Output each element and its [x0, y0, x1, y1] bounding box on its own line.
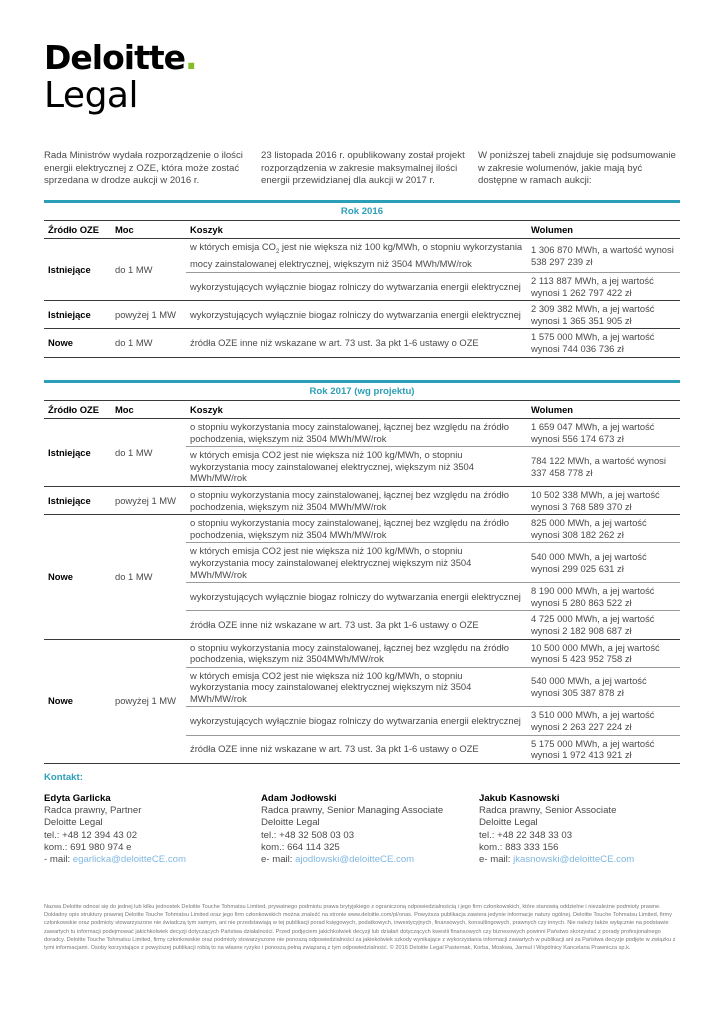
power-cell: do 1 MW	[111, 329, 186, 357]
logo-dot: .	[185, 38, 197, 77]
data-table	[44, 221, 680, 358]
power-cell: powyżej 1 MW	[111, 486, 186, 514]
contact-mail-label: - mail:	[44, 854, 73, 866]
power-cell: do 1 MW	[111, 419, 186, 487]
contacts-section	[44, 772, 680, 866]
volume-cell: 10 500 000 MWh, a jej wartość wynosi 5 423 952 758 zł	[527, 639, 680, 667]
basket-cell: źródła OZE inne niż wskazane w art. 73 ust. 3a pkt 1-6 ustawy o OZE	[186, 329, 527, 357]
power-cell: do 1 MW	[111, 515, 186, 639]
basket-cell: w których emisja CO2 jest nie większa niż 100 kg/MWh, o stopniu wykorzystania mocy zainstalowanej elektrycznej, większym niż 3504 MWh/MW/rok	[186, 447, 527, 487]
source-cell: Nowe	[44, 329, 111, 357]
contact-phone: tel.: +48 32 508 03 03	[261, 829, 355, 841]
table-row	[44, 239, 680, 273]
volume-cell: 10 502 338 MWh, a jej wartość wynosi 3 768 589 370 zł	[527, 486, 680, 514]
data-table	[44, 401, 680, 764]
basket-cell: wykorzystujących wyłącznie biogaz rolniczy do wytwarzania energii elektrycznej	[186, 301, 527, 329]
col-header: Moc	[111, 221, 186, 239]
contacts-heading: Kontakt:	[44, 772, 83, 783]
basket-cell: w których emisja CO2 jest nie większa niż 100 kg/MWh, o stopniu wykorzystania mocy zainstalowanej elektrycznej większym niż 3504 MWh/MW/rok	[186, 667, 527, 707]
basket-cell: w których emisja CO2 jest nie większa niż 100 kg/MWh, o stopniu wykorzystania mocy zainstalowanej elektrycznej większym niż 3504 MWh/MW/rok	[186, 543, 527, 583]
intro-col-2: 23 listopada 2016 r. opublikowany został projekt rozporządzenia w zakresie maksymalnej ilości energii przewidzianej dla aukcji w 2017 r.	[261, 150, 465, 186]
col-header: Moc	[111, 401, 186, 419]
table-row	[44, 419, 680, 447]
volume-cell: 4 725 000 MWh, a jej wartość wynosi 2 182 908 687 zł	[527, 611, 680, 639]
source-cell: Nowe	[44, 515, 111, 639]
contact-email-link[interactable]: jkasnowski@deloitteCE.com	[513, 854, 635, 866]
contact-card	[479, 793, 679, 866]
basket-cell: źródła OZE inne niż wskazane w art. 73 ust. 3a pkt 1-6 ustawy o OZE	[186, 735, 527, 763]
contact-card	[44, 793, 244, 866]
table-title: Rok 2016	[44, 203, 680, 221]
table-row	[44, 486, 680, 514]
logo-brand: Deloitte.	[44, 38, 197, 77]
contact-role: Radca prawny, Senior Associate	[479, 805, 617, 817]
intro-col-1: Rada Ministrów wydała rozporządzenie o ilości energii elektrycznej z OZE, która może zostać sprzedana w drodze aukcji w 2016 r.	[44, 150, 243, 186]
volume-cell: 8 190 000 MWh, a jej wartość wynosi 5 280 863 522 zł	[527, 583, 680, 611]
table-row	[44, 515, 680, 543]
basket-cell: o stopniu wykorzystania mocy zainstalowanej, łącznej bez względu na źródło pochodzenia, większym niż 3504 MWh/MW/rok	[186, 419, 527, 447]
contact-phone: tel.: +48 12 394 43 02	[44, 829, 138, 841]
basket-cell: o stopniu wykorzystania mocy zainstalowanej, łącznej bez względu na źródło pochodzenia, większym niż 3504 MWh/MW/rok	[186, 486, 527, 514]
source-cell: Istniejące	[44, 239, 111, 301]
deloitte-legal-logo	[44, 40, 197, 114]
col-header: Koszyk	[186, 221, 527, 239]
table-2016	[44, 200, 680, 358]
volume-cell: 784 122 MWh, a wartość wynosi 337 458 778 zł	[527, 447, 680, 487]
basket-cell: o stopniu wykorzystania mocy zainstalowanej, łącznej bez względu na źródło pochodzenia, większym niż 3504MWh/MW/rok	[186, 639, 527, 667]
basket-cell: źródła OZE inne niż wskazane w art. 73 ust. 3a pkt 1-6 ustawy o OZE	[186, 611, 527, 639]
contact-org: Deloitte Legal	[261, 817, 320, 829]
contact-role: Radca prawny, Partner	[44, 805, 142, 817]
table-row	[44, 639, 680, 667]
contact-mobile: kom.: 883 333 156	[479, 841, 559, 853]
volume-cell: 540 000 MWh, a jej wartość wynosi 305 387 878 zł	[527, 667, 680, 707]
volume-cell: 1 659 047 MWh, a jej wartość wynosi 556 174 673 zł	[527, 419, 680, 447]
table-row	[44, 301, 680, 329]
power-cell: powyżej 1 MW	[111, 301, 186, 329]
intro-col-3: W poniższej tabeli znajduje się podsumowanie w zakresie wolumenów, jakie mają być dostępne w ramach aukcji:	[478, 150, 676, 186]
volume-cell: 3 510 000 MWh, a jej wartość wynosi 2 263 227 224 zł	[527, 707, 680, 735]
volume-cell: 540 000 MWh, a jej wartość wynosi 299 025 631 zł	[527, 543, 680, 583]
basket-cell: o stopniu wykorzystania mocy zainstalowanej, łącznej bez względu na źródło pochodzenia, większym niż 3504 MWh/MW/rok	[186, 515, 527, 543]
contact-name: Edyta Garlicka	[44, 793, 111, 804]
power-cell: do 1 MW	[111, 239, 186, 301]
source-cell: Istniejące	[44, 419, 111, 487]
contact-mobile: kom.: 664 114 325	[261, 841, 340, 853]
volume-cell: 5 175 000 MWh, a jej wartość wynosi 1 972 413 921 zł	[527, 735, 680, 763]
table-title: Rok 2017 (wg projektu)	[44, 383, 680, 401]
contact-email-link[interactable]: ajodlowski@deloitteCE.com	[295, 854, 415, 866]
source-cell: Istniejące	[44, 486, 111, 514]
volume-cell: 2 113 887 MWh, a jej wartość wynosi 1 262 797 422 zł	[527, 273, 680, 301]
power-cell: powyżej 1 MW	[111, 639, 186, 763]
basket-cell: wykorzystujących wyłącznie biogaz rolniczy do wytwarzania energii elektrycznej	[186, 583, 527, 611]
col-header: Źródło OZE	[44, 401, 111, 419]
contact-name: Jakub Kasnowski	[479, 793, 560, 804]
table-row	[44, 329, 680, 357]
contact-email-link[interactable]: egarlicka@deloitteCE.com	[72, 854, 186, 866]
source-cell: Istniejące	[44, 301, 111, 329]
contact-mobile: kom.: 691 980 974 e	[44, 841, 132, 853]
contact-phone: tel.: +48 22 348 33 03	[479, 829, 573, 841]
contact-mail-label: e- mail:	[479, 854, 514, 866]
volume-cell: 825 000 MWh, a jej wartość wynosi 308 182 262 zł	[527, 515, 680, 543]
logo-sub: Legal	[44, 75, 138, 116]
contact-role: Radca prawny, Senior Managing Associate	[261, 805, 444, 817]
basket-cell: wykorzystujących wyłącznie biogaz rolniczy do wytwarzania energii elektrycznej	[186, 273, 527, 301]
volume-cell: 1 306 870 MWh, a wartość wynosi 538 297 239 zł	[527, 239, 680, 273]
contact-mail-label: e- mail:	[261, 854, 296, 866]
basket-cell: w których emisja $CO_2$ jest nie większa niż 100 kg/MWh, o stopniu wykorzystania mocy zainstalowanej elektrycznej, większym niż 3504 MWh/MW/rok	[186, 239, 527, 273]
contact-org: Deloitte Legal	[479, 817, 538, 829]
basket-cell: wykorzystujących wyłącznie biogaz rolniczy do wytwarzania energii elektrycznej	[186, 707, 527, 735]
table-2017	[44, 380, 680, 764]
volume-cell: 2 309 382 MWh, a jej wartość wynosi 1 365 351 905 zł	[527, 301, 680, 329]
contact-card	[261, 793, 481, 866]
volume-cell: 1 575 000 MWh, a jej wartość wynosi 744 036 736 zł	[527, 329, 680, 357]
contact-name: Adam Jodłowski	[261, 793, 337, 804]
contact-org: Deloitte Legal	[44, 817, 103, 829]
col-header: Wolumen	[527, 401, 680, 419]
col-header: Wolumen	[527, 221, 680, 239]
source-cell: Nowe	[44, 639, 111, 763]
col-header: Źródło OZE	[44, 221, 111, 239]
col-header: Koszyk	[186, 401, 527, 419]
legal-disclaimer: Nazwa Deloitte odnosi się do jednej lub kilku jednostek Deloitte Touche Tohmatsu Limited, prywatnego podmiotu prawa brytyjskiego z ograniczoną odpowiedzialnością i jego firm członkowskich, które stanowią oddzielne i niezależne podmioty prawne. Dokładny opis struktury prawnej Deloitte Touche Tohmatsu Limited oraz jego firm członkowskich można znaleźć na stronie www.deloitte.com/pl/onas. Powyższa publikacja zawiera jedynie informacje natury ogólnej. Deloitte Touche Tohmatsu Limited, firmy członkowskie oraz podmioty stowarzyszone nie świadczą tym samym, ani nie przedstawiają w tej publikacji porad księgowych, podatkowych, inwestycyjnych, finansowych, konsultingowych, prawnych czy innych. Nie należy także wyłącznie na podstawie zawartych tu informacji podejmować jakichkolwiek decyzji dotyczących Państwa działalności. Przed podjęciem jakichkolwiek decyzji lub działań dotyczących kwestii finansowych czy biznesowych powinni Państwo skorzystać z porady profesjonalnego doradcy. Deloitte Touche Tohmatsu Limited, firmy członkowskie oraz podmioty stowarzyszone nie ponoszą odpowiedzialności za jakiekolwiek szkody wynikające z wykorzystania informacji zawartych w publikacji ani za Państwa decyzje podjęte w związku z tymi informacjami. Osoby korzystające z powyższej publikacji robią to na własne ryzyko i ponoszą pełną związaną z tym odpowiedzialność. © 2016 Deloitte Legal Pasternak, Korba, Moskwa, Jarmul i Wspólnicy Kancelaria Prawnicza sp.k.	[44, 904, 676, 952]
